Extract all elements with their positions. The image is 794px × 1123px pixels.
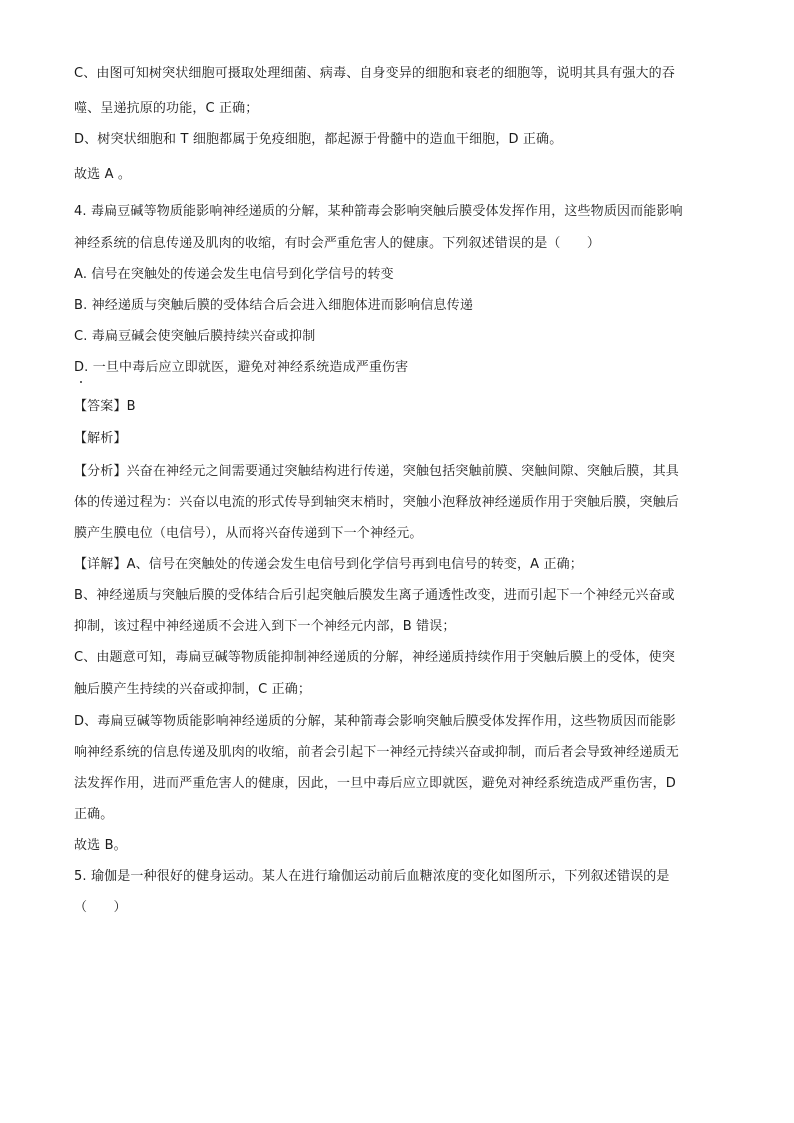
option-a: A. 信号在突触处的传递会发生电信号到化学信号的转变 (74, 267, 394, 282)
detail-text: 抑制，该过程中神经递质不会进入到下一个神经元内部，B 错误； (74, 619, 456, 634)
detail-text: 触后膜产生持续的兴奋或抑制，C 正确； (74, 682, 312, 697)
detail-text: D、毒扁豆碱等物质能影响神经递质的分解，某种箭毒会影响突触后膜受体发挥作用，这些物质因而能影 (74, 714, 676, 729)
question-5-stem: （ ） (74, 900, 127, 915)
analysis-text: 【分析】兴奋在神经元之间需要通过突触结构进行传递，突触包括突触前膜、突触间隙、突触后膜，其具 (74, 464, 679, 479)
analysis-text: 膜产生膜电位（电信号），从而将兴奋传递到下一个神经元。 (74, 526, 423, 541)
detail-text: 【详解】A、信号在突触处的传递会发生电信号到化学信号再到电信号的转变，A 正确； (74, 557, 583, 572)
detail-text: 正确。 (74, 807, 114, 822)
detail-text: 响神经系统的信息传递及肌肉的收缩，前者会引起下一神经元持续兴奋或抑制，而后者会导致神经递质无 (74, 745, 679, 760)
analysis-text: 体的传递过程为：兴奋以电流的形式传导到轴突末梢时，突触小泡释放神经递质作用于突触后膜，突触后 (74, 495, 679, 510)
answer-label: 【答案】B (74, 399, 136, 414)
option-c: C. 毒扁豆碱会使突触后膜持续兴奋或抑制 (74, 329, 316, 344)
detail-text: 法发挥作用，进而严重危害人的健康，因此，一旦中毒后应立即就医，避免对神经系统造成严重伤害，D (74, 776, 676, 791)
text-line: 噬、呈递抗原的功能，C 正确； (74, 101, 259, 116)
question-4-stem: 4. 毒扁豆碱等物质能影响神经递质的分解，某种箭毒会影响突触后膜受体发挥作用，这些物质因而能影响 (74, 204, 683, 219)
choose-answer: 故选 B。 (74, 838, 127, 853)
text-line: C、由图可知树突状细胞可摄取处理细菌、病毒、自身变异的细胞和衰老的细胞等，说明其具有强大的吞 (74, 66, 675, 81)
option-b: B. 神经递质与突触后膜的受体结合后会进入细胞体进而影响信息传递 (74, 298, 473, 313)
question-4-stem: 神经系统的信息传递及肌肉的收缩，有时会严重危害人的健康。下列叙述错误的是（ ） (74, 236, 601, 251)
detail-text: B、神经递质与突触后膜的受体结合后引起突触后膜发生离子通透性改变，进而引起下一个神经元兴奋或 (74, 588, 675, 603)
option-d: D. 一旦中毒后应立即就医，避免对神经系统造成严重伤害 (74, 360, 409, 375)
detail-text: C、由题意可知，毒扁豆碱等物质能抑制神经递质的分解，神经递质持续作用于突触后膜上的受体，使突 (74, 650, 675, 665)
stray-dot (80, 381, 82, 383)
analysis-label: 【解析】 (74, 431, 127, 446)
text-line: 故选 A 。 (74, 167, 132, 182)
question-5-stem: 5. 瑜伽是一种很好的健身运动。某人在进行瑜伽运动前后血糖浓度的变化如图所示，下列叙述错误的是 (74, 869, 670, 884)
text-line: D、树突状细胞和 T 细胞都属于免疫细胞，都起源于骨髓中的造血干细胞，D 正确。 (74, 132, 563, 147)
